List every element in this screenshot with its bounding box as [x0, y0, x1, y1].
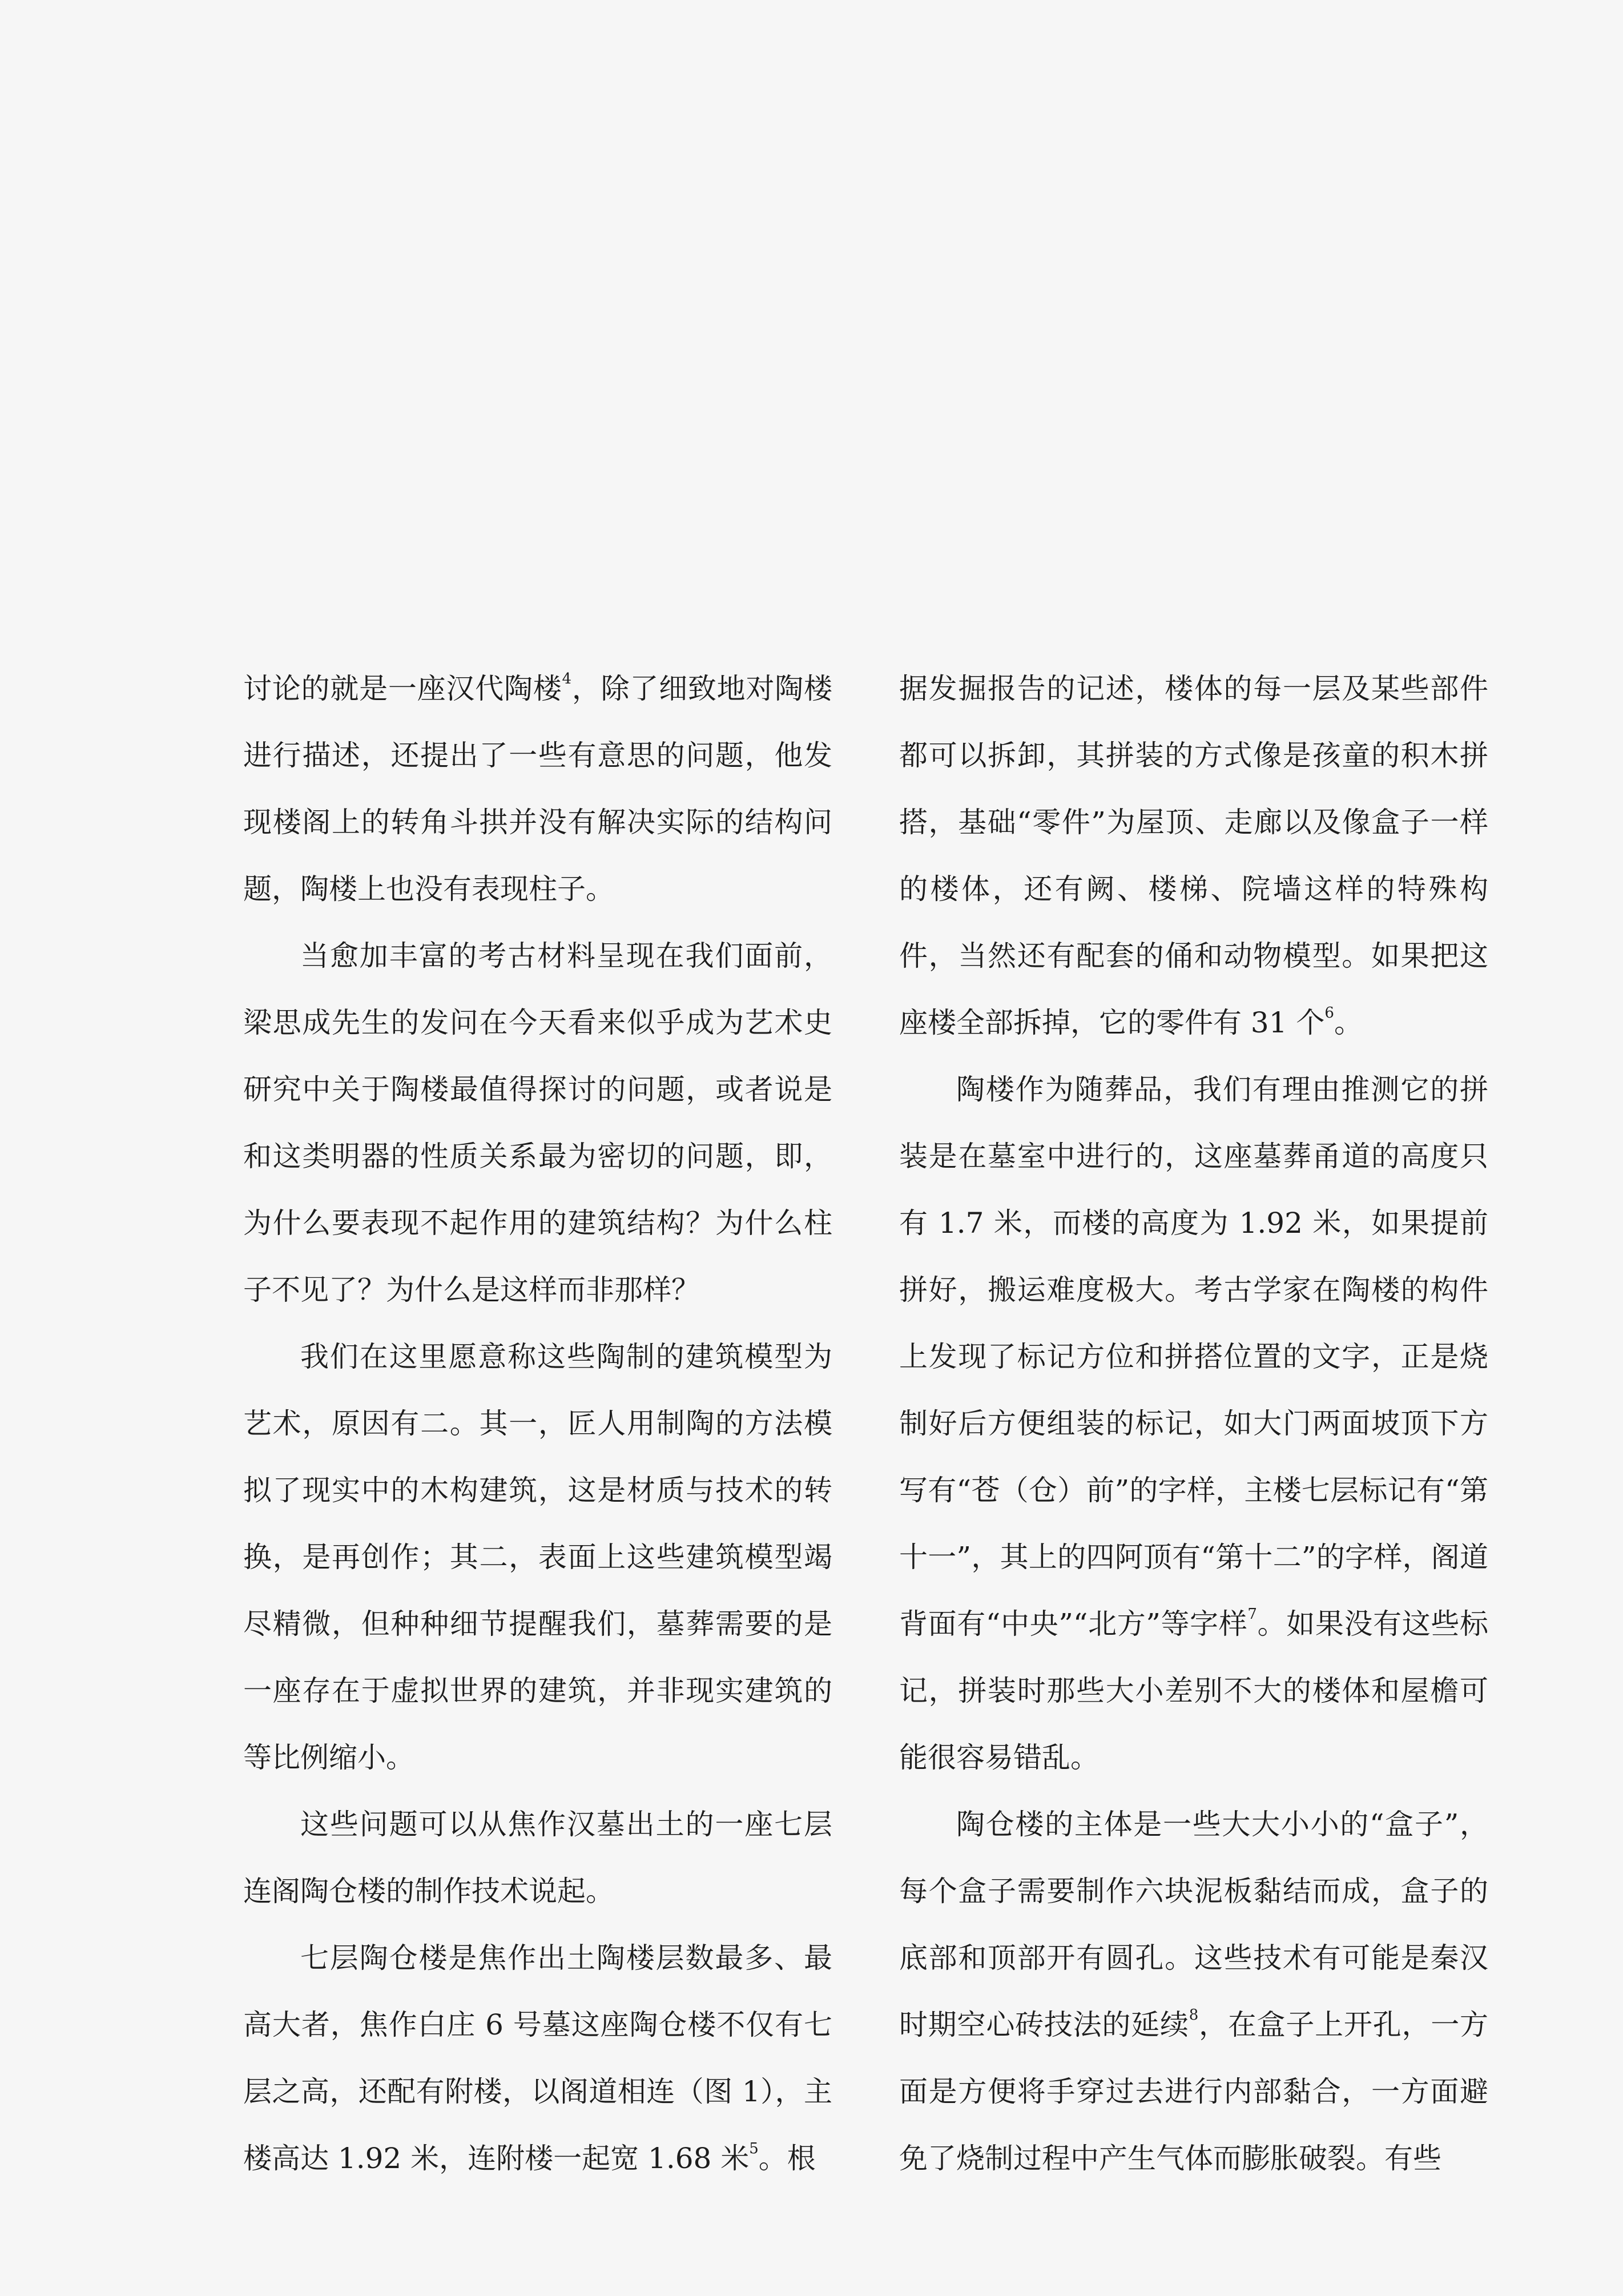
- text-run: 。: [1334, 1006, 1363, 1039]
- footnote-ref: 4: [562, 670, 572, 687]
- left-column: [243, 656, 832, 2192]
- text-run: 据发掘报告的记述，楼体的每一层及某些部件都可以拆卸，其拼装的方式像是孩童的积木拼搭，基础“零件”为屋顶、走廊以及像盒子一样的楼体，还有阙、楼梯、院墙这样的特殊构件，当然还有配套的俑和动物模型。如果把这座楼全部拆掉，它的零件有 31 个: [899, 672, 1488, 1039]
- paragraph: [899, 656, 1488, 1056]
- paragraph: [243, 923, 832, 1324]
- text-run: 讨论的就是一座汉代陶楼: [243, 672, 562, 705]
- right-column: [899, 656, 1488, 2192]
- paragraph: [243, 656, 832, 923]
- footnote-ref: 8: [1189, 2007, 1199, 2024]
- paragraph: [243, 1791, 832, 1925]
- text-run: 这些问题可以从焦作汉墓出土的一座七层连阁陶仓楼的制作技术说起。: [243, 1808, 832, 1908]
- paragraph: [899, 1791, 1488, 2192]
- text-run: 当愈加丰富的考古材料呈现在我们面前，梁思成先生的发问在今天看来似乎成为艺术史研究中关于陶楼最值得探讨的问题，或者说是和这类明器的性质关系最为密切的问题，即，为什么要表现不起作用的建筑结构？为什么柱子不见了？为什么是这样而非那样？: [243, 939, 832, 1306]
- text-run: 。如果没有这些标记，拼装时那些大小差别不大的楼体和屋檐可能很容易错乱。: [899, 1607, 1488, 1774]
- text-run: 。根: [758, 2142, 816, 2175]
- footnote-ref: 7: [1247, 1606, 1257, 1623]
- text-run: 陶仓楼的主体是一些大大小小的“盒子”，每个盒子需要制作六块泥板黏结而成，盒子的底部和顶部开有圆孔。这些技术有可能是秦汉时期空心砖技法的延续: [899, 1808, 1488, 2041]
- footnote-ref: 6: [1324, 1004, 1334, 1022]
- text-run: 七层陶仓楼是焦作出土陶楼层数最多、最高大者，焦作白庄 6 号墓这座陶仓楼不仅有七层之高，还配有附楼，以阁道相连（图 1），主楼高达 1.92 米，连附楼一起宽 1.68 米: [243, 1941, 832, 2175]
- text-run: 陶楼作为随葬品，我们有理由推测它的拼装是在墓室中进行的，这座墓葬甬道的高度只有 1.7 米，而楼的高度为 1.92 米，如果提前拼好，搬运难度极大。考古学家在陶楼的构件上发现了标记方位和拼搭位置的文字，正是烧制好后方便组装的标记，如大门两面坡顶下方写有“苍（仓）前”的字样，主楼七层标记有“第十一”，其上的四阿顶有“第十二”的字样，阁道背面有“中央”“北方”等字样: [899, 1073, 1488, 1640]
- text-run: ，除了细致地对陶楼进行描述，还提出了一些有意思的问题，他发现楼阁上的转角斗拱并没有解决实际的结构问题，陶楼上也没有表现柱子。: [243, 672, 833, 906]
- paragraph: [243, 1925, 832, 2192]
- paragraph: [243, 1324, 832, 1791]
- paragraph: [899, 1056, 1488, 1791]
- text-run: 我们在这里愿意称这些陶制的建筑模型为艺术，原因有二。其一，匠人用制陶的方法模拟了现实中的木构建筑，这是材质与技术的转换，是再创作；其二，表面上这些建筑模型竭尽精微，但种种细节提醒我们，墓葬需要的是一座存在于虚拟世界的建筑，并非现实建筑的等比例缩小。: [243, 1340, 832, 1774]
- footnote-ref: 5: [749, 2140, 759, 2157]
- text-run: ，在盒子上开孔，一方面是方便将手穿过去进行内部黏合，一方面避免了烧制过程中产生气体而膨胀破裂。有些: [899, 2008, 1489, 2175]
